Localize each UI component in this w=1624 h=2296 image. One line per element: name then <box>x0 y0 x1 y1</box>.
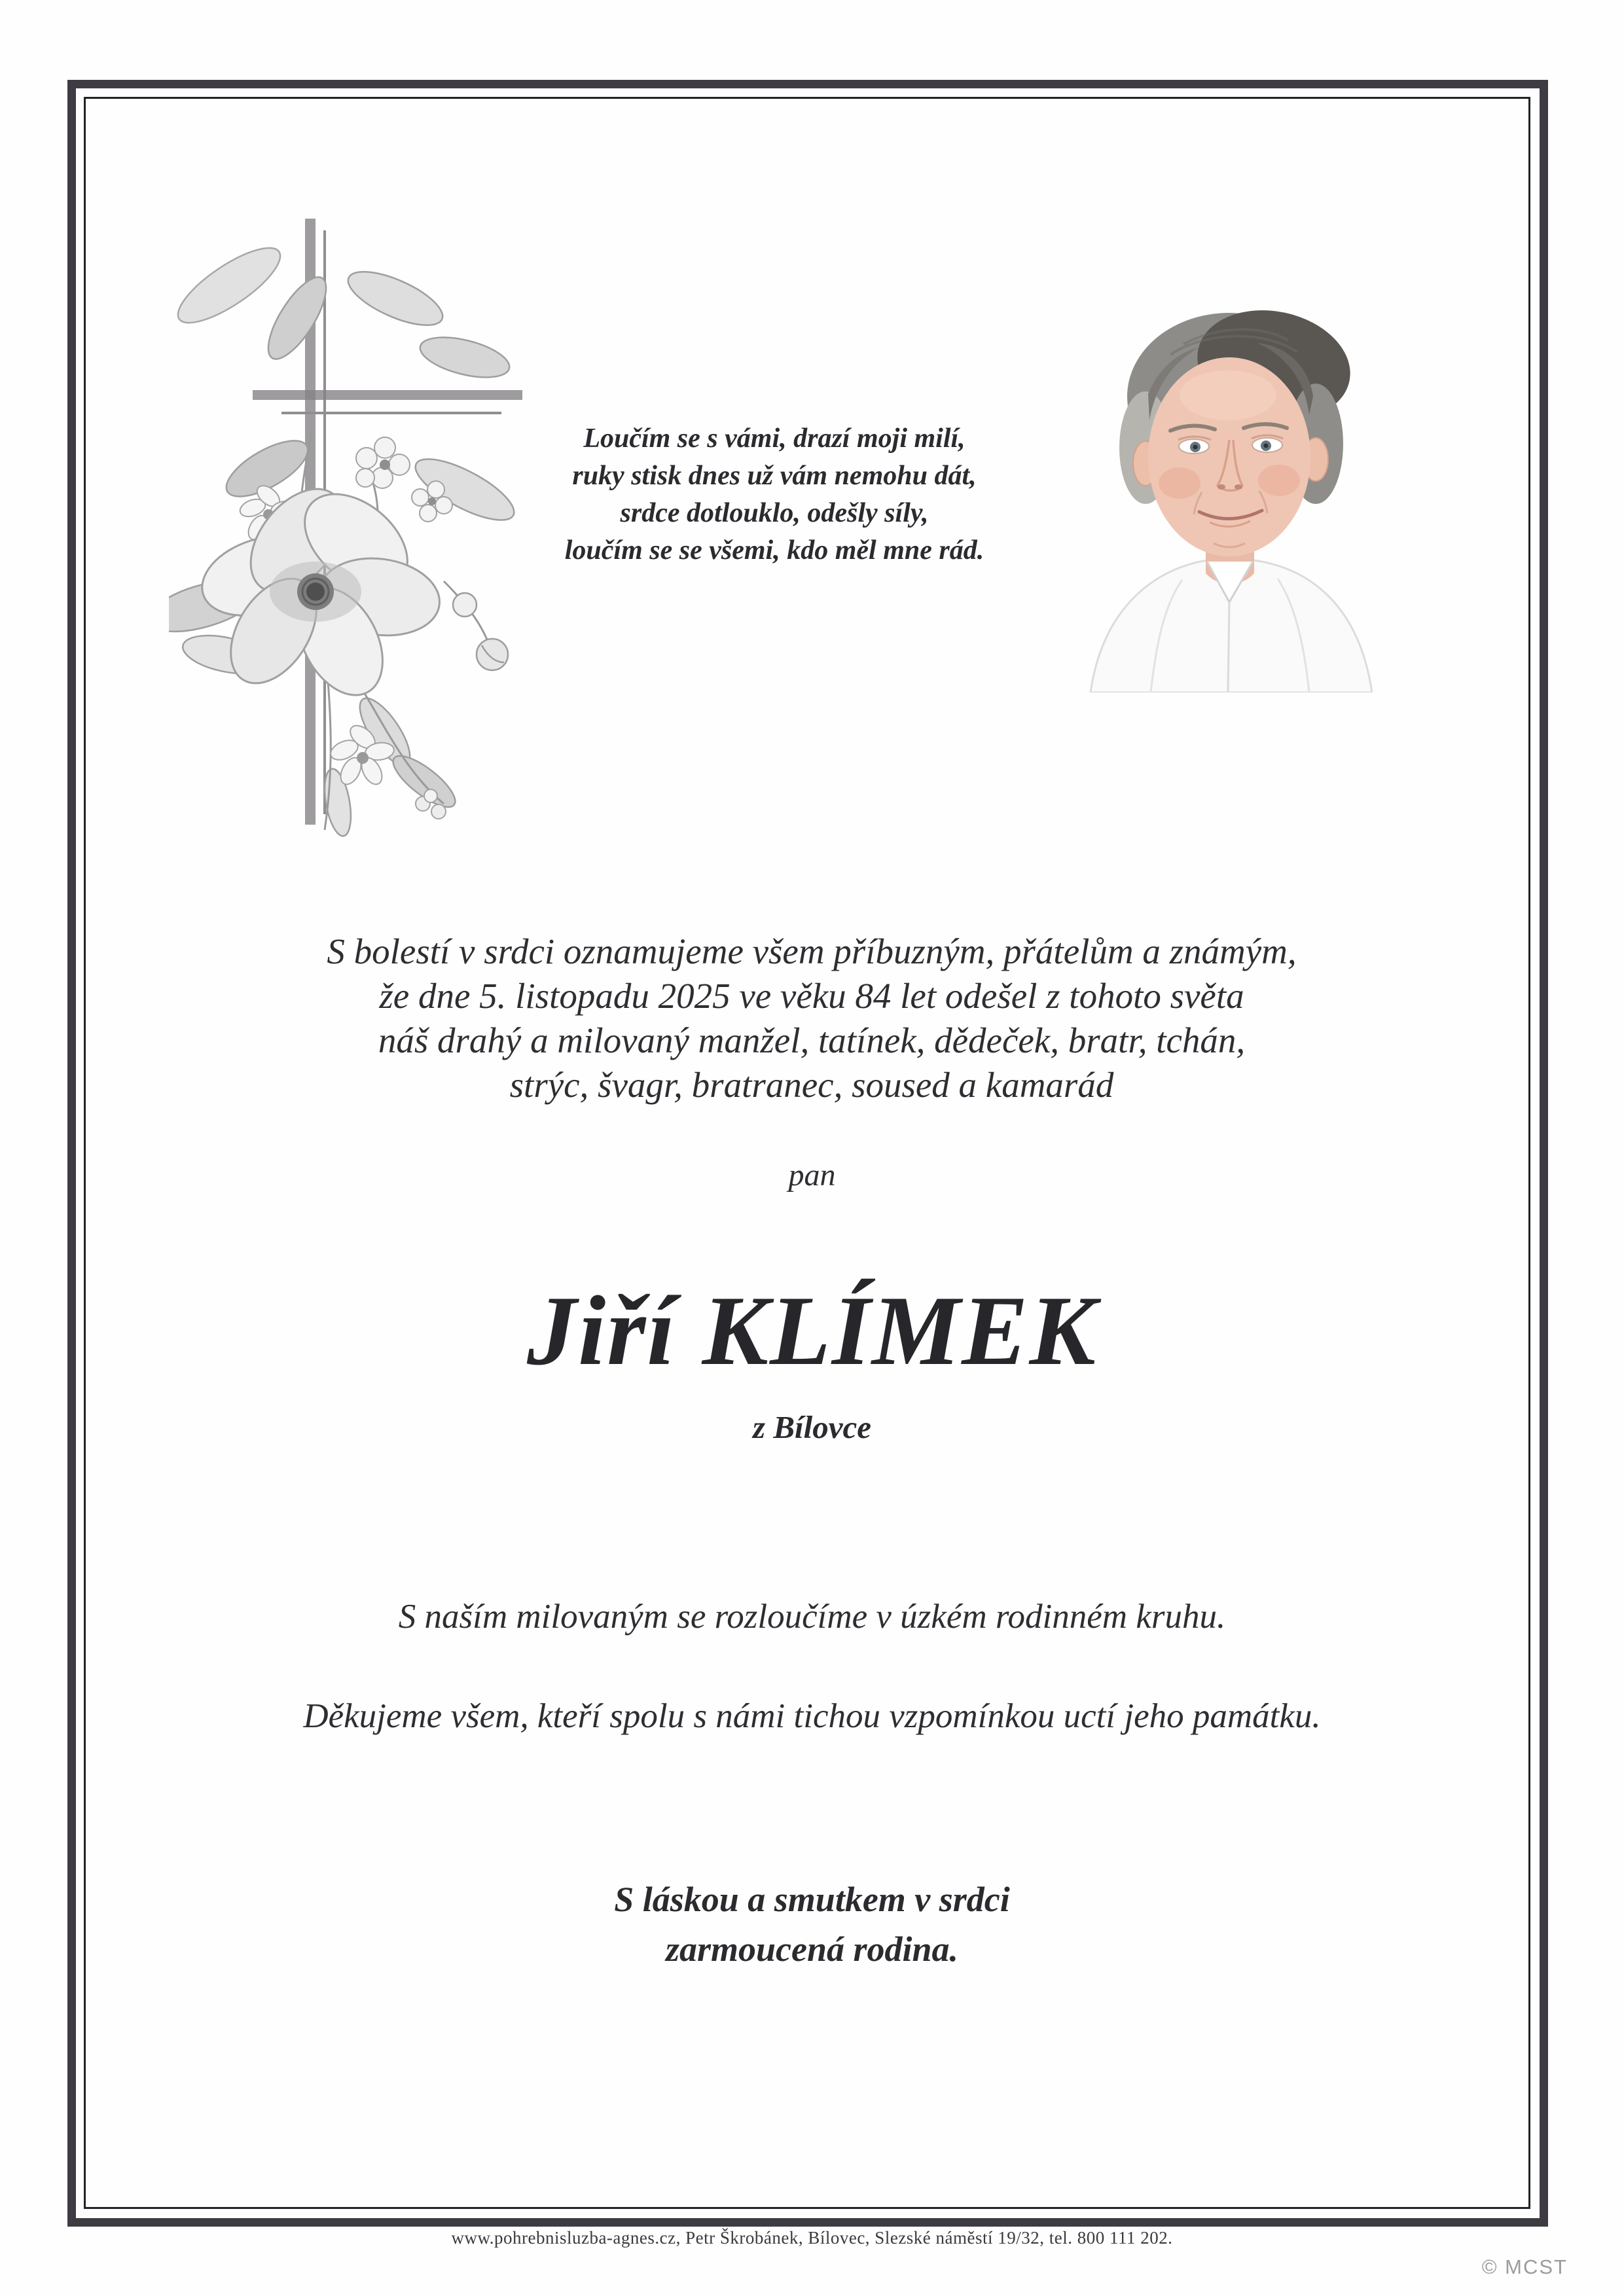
deceased-name: Jiří KLÍMEK <box>527 1276 1097 1386</box>
announcement-line: S bolestí v srdci oznamujeme všem příbuzným, přátelům a známým, <box>327 931 1297 971</box>
forehead-highlight <box>1180 370 1276 420</box>
announcement-line: že dne 5. listopadu 2025 ve věku 84 let odešel z tohoto světa <box>379 976 1244 1016</box>
nostril <box>1235 484 1242 490</box>
closing-line: S láskou a smutkem v srdci <box>614 1880 1010 1919</box>
nostril <box>1218 484 1225 490</box>
verse-line: Loučím se s vámi, drazí moji milí, <box>583 423 965 454</box>
deceased-origin: z Bílovce <box>753 1409 871 1445</box>
cross-horizontal-bar <box>253 390 522 400</box>
right-cheek <box>1258 465 1300 496</box>
announcement-line: strýc, švagr, bratranec, soused a kamarád <box>509 1065 1114 1105</box>
verse-line: loučím se se všemi, kdo měl mne rád. <box>564 535 984 565</box>
thanks-note: Děkujeme všem, kteří spolu s námi tichou vzpomínkou uctí jeho památku. <box>303 1697 1321 1735</box>
closing-line: zarmoucená rodina. <box>665 1929 959 1969</box>
salutation: pan <box>788 1158 836 1193</box>
verse-line: ruky stisk dnes už vám nemohu dát, <box>572 461 977 491</box>
funeral-service-contact: www.pohrebnisluzba-agnes.cz, Petr Škrobánek, Bílovec, Slezské náměstí 19/32, tel. 800 111 202. <box>451 2228 1173 2248</box>
left-cheek <box>1159 467 1200 499</box>
placket <box>1228 602 1229 692</box>
flower-buds <box>453 593 508 670</box>
announcement-text <box>5 929 1618 1107</box>
closing-signature <box>0 1874 1624 1974</box>
portrait-photo <box>1072 292 1389 692</box>
cross-horizontal-thin-line <box>281 412 501 414</box>
copyright-mark: © MCST <box>1481 2255 1568 2278</box>
farewell-ceremony-note: S naším milovaným se rozloučíme v úzkém rodinném kruhu. <box>398 1598 1226 1636</box>
verse-line: srdce dotlouklo, odešly síly, <box>620 498 929 528</box>
announcement-line: náš drahý a milovaný manžel, tatínek, dědeček, bratr, tchán, <box>378 1020 1246 1060</box>
